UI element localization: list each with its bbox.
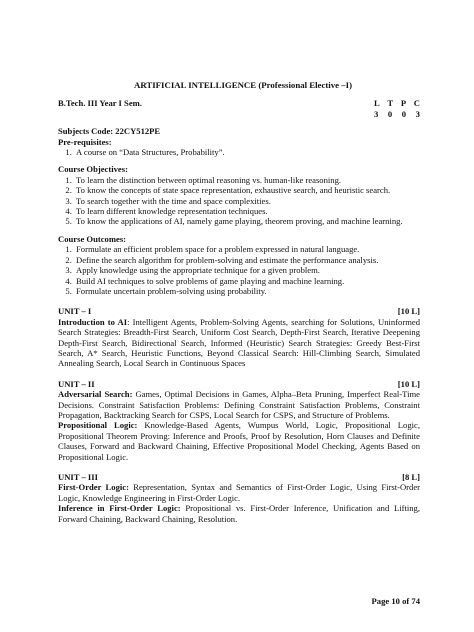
program-label: B.Tech. III Year I Sem. bbox=[58, 98, 142, 109]
unit-hours: [10 L] bbox=[397, 378, 420, 389]
prereq-list bbox=[58, 147, 420, 157]
unit-label: UNIT – I bbox=[58, 306, 92, 317]
ltpc-label: T bbox=[387, 98, 394, 109]
ltpc-label: C bbox=[413, 98, 420, 109]
list-item: 2. To know the concepts of state space representation, exhaustive search, and heuristic search. bbox=[74, 185, 420, 195]
section-text: Knowledge-Based Agents, Wumpus World, Logic, Propositional Logic, Propositional Theorem Proving: Inference and Proofs, Proof by Resolution, Horn Clauses and Definite Clauses, Forward and Backward Chaining, Effective Propositional Model Checking, Agents Based on Propositional Logic. bbox=[58, 420, 420, 462]
ltpc-label: P bbox=[400, 98, 407, 109]
section-text: : Intelligent Agents, Problem-Solving Agents, searching for Solutions, Uninformed Search Strategies: Breadth-First Search, Uniform Cost Search, Depth-First Search, Iterative Deepening Depth-First Search, Bidirectional Search, Informed (Heuristic) Search Strategies: Greedy Best-First Search, A* Search, Heuristic Functions, Beyond Classical Search: Hill-Climbing Search, Simulated Annealing Search, Local Search in Continuous Spaces bbox=[58, 316, 421, 369]
section-heading: Introduction to AI bbox=[58, 316, 128, 327]
ltpc-table bbox=[374, 98, 420, 119]
section-heading: First-Order Logic: bbox=[58, 482, 129, 493]
ltpc-value: 0 bbox=[387, 108, 393, 119]
unit-1-header bbox=[58, 306, 420, 316]
prereq-heading: Pre-requisites: bbox=[58, 136, 112, 147]
list-item: 4. To learn different knowledge representation techniques. bbox=[74, 206, 420, 216]
section-heading: Adversarial Search: bbox=[58, 389, 133, 400]
unit-2-content-propositional bbox=[58, 420, 420, 462]
list-item: 5. To know the applications of AI, namely game playing, theorem proving, and machine learning. bbox=[74, 216, 420, 226]
objectives-heading: Course Objectives: bbox=[58, 164, 128, 175]
outcomes-heading: Course Outcomes: bbox=[58, 233, 127, 244]
ltpc-values bbox=[374, 109, 420, 119]
section-heading: Inference in First-Order Logic: bbox=[58, 503, 181, 514]
list-item: 3. To search together with the time and space complexities. bbox=[74, 196, 420, 206]
syllabus-page bbox=[58, 80, 420, 524]
unit-2-header bbox=[58, 379, 420, 389]
unit-1-content bbox=[58, 317, 420, 369]
unit-hours: [10 L] bbox=[397, 306, 420, 317]
unit-3-content-fol bbox=[58, 482, 420, 503]
page-number: Page 10 of 74 bbox=[371, 596, 420, 606]
subject-code: Subjects Code: 22CY512PE bbox=[58, 126, 161, 137]
unit-hours: [8 L] bbox=[402, 472, 420, 482]
outcomes-list bbox=[58, 244, 420, 296]
ltpc-labels bbox=[374, 98, 420, 108]
unit-2-content-adversarial bbox=[58, 389, 420, 420]
section-text: Representation, Syntax and Semantics of First-Order Logic, Using First-Order Logic, Knowledge Engineering in First-Order Logic. bbox=[58, 482, 420, 503]
list-item: 1. A course on “Data Structures, Probability”. bbox=[74, 147, 420, 157]
program-row bbox=[58, 98, 420, 119]
list-item: 2. Define the search algorithm for problem-solving and estimate the performance analysis. bbox=[74, 255, 420, 265]
objectives-list bbox=[58, 175, 420, 227]
section-text: Games, Optimal Decisions in Games, Alpha–Beta Pruning, Imperfect Real-Time Decisions. Constraint Satisfaction Problems: Defining Constraint Satisfaction Problems, Constraint Propagation, Backtracking Search for CSPS, Local Search for CSPS, and Structure of Problems. bbox=[58, 389, 420, 420]
unit-label: UNIT – II bbox=[58, 378, 95, 389]
ltpc-value: 0 bbox=[401, 108, 407, 119]
ltpc-label: L bbox=[374, 98, 380, 109]
list-item: 3. Apply knowledge using the appropriate technique for a given problem. bbox=[74, 265, 420, 275]
list-item: 4. Build AI techniques to solve problems of game playing and machine learning. bbox=[74, 276, 420, 286]
unit-3-content-inference bbox=[58, 503, 420, 524]
unit-3-header bbox=[58, 472, 420, 482]
course-title: ARTIFICIAL INTELLIGENCE (Professional Elective –I) bbox=[134, 80, 352, 90]
ltpc-value: 3 bbox=[415, 108, 420, 119]
list-item: 1. Formulate an efficient problem space for a problem expressed in natural language. bbox=[74, 244, 420, 254]
section-text: Propositional vs. First-Order Inference, Unification and Lifting, Forward Chaining, Backward Chaining, Resolution. bbox=[58, 503, 420, 524]
unit-label: UNIT – III bbox=[58, 472, 98, 482]
section-heading: Propositional Logic: bbox=[58, 420, 138, 431]
ltpc-value: 3 bbox=[374, 108, 379, 119]
list-item: 1. To learn the distinction between optimal reasoning vs. human-like reasoning. bbox=[74, 175, 420, 185]
list-item: 5. Formulate uncertain problem-solving using probability. bbox=[74, 286, 420, 296]
